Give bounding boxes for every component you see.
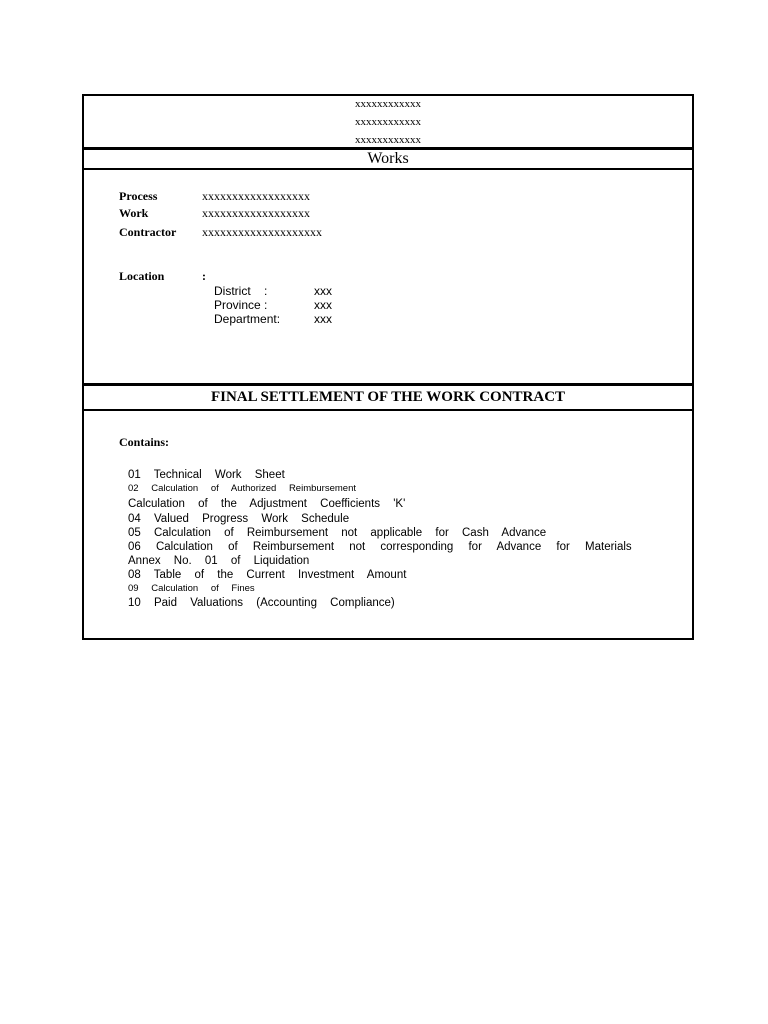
- works-title: Works: [367, 150, 409, 167]
- department-value: xxx: [314, 312, 332, 326]
- contents-item: 04 Valued Progress Work Schedule: [128, 513, 350, 525]
- process-value: xxxxxxxxxxxxxxxxxx: [202, 189, 310, 203]
- works-box: [82, 147, 694, 386]
- province-label: Province :: [214, 298, 268, 312]
- contents-item: Annex No. 01 of Liquidation: [128, 555, 310, 567]
- contents-item: 06 Calculation of Reimbursement not corresponding for Advance for Materials: [128, 541, 632, 553]
- header-line-3: xxxxxxxxxxxx: [355, 134, 421, 146]
- works-title-divider: [84, 168, 692, 170]
- district-label: District :: [214, 284, 268, 298]
- contents-item: Calculation of the Adjustment Coefficients 'K': [128, 498, 406, 510]
- province-value: xxx: [314, 298, 332, 312]
- contractor-value: xxxxxxxxxxxxxxxxxxxx: [202, 225, 322, 239]
- location-colon: :: [202, 269, 206, 283]
- contains-label: Contains:: [119, 435, 170, 449]
- work-value: xxxxxxxxxxxxxxxxxx: [202, 206, 310, 220]
- header-line-2: xxxxxxxxxxxx: [355, 116, 421, 128]
- contents-item: 08 Table of the Current Investment Amount: [128, 569, 407, 581]
- work-label: Work: [119, 206, 149, 220]
- location-row-department: [214, 312, 332, 326]
- contents-item: 01 Technical Work Sheet: [128, 469, 285, 481]
- district-value: xxx: [314, 284, 332, 298]
- header-line-1: xxxxxxxxxxxx: [355, 98, 421, 110]
- location-row-province: [214, 298, 332, 312]
- settlement-title: FINAL SETTLEMENT OF THE WORK CONTRACT: [210, 389, 566, 405]
- settlement-title-divider: [84, 409, 692, 411]
- process-label: Process: [119, 189, 158, 203]
- settlement-box: [82, 383, 694, 640]
- department-label: Department:: [214, 312, 281, 326]
- location-label: Location: [119, 269, 165, 283]
- contents-item: 02 Calculation of Authorized Reimbursement: [128, 483, 356, 494]
- contents-item: 05 Calculation of Reimbursement not applicable for Cash Advance: [128, 527, 547, 539]
- contents-item: 09 Calculation of Fines: [128, 583, 255, 594]
- header-box: [82, 94, 694, 150]
- contractor-label: Contractor: [119, 225, 177, 239]
- location-row-district: [214, 284, 332, 298]
- contents-item: 10 Paid Valuations (Accounting Compliance): [128, 597, 395, 609]
